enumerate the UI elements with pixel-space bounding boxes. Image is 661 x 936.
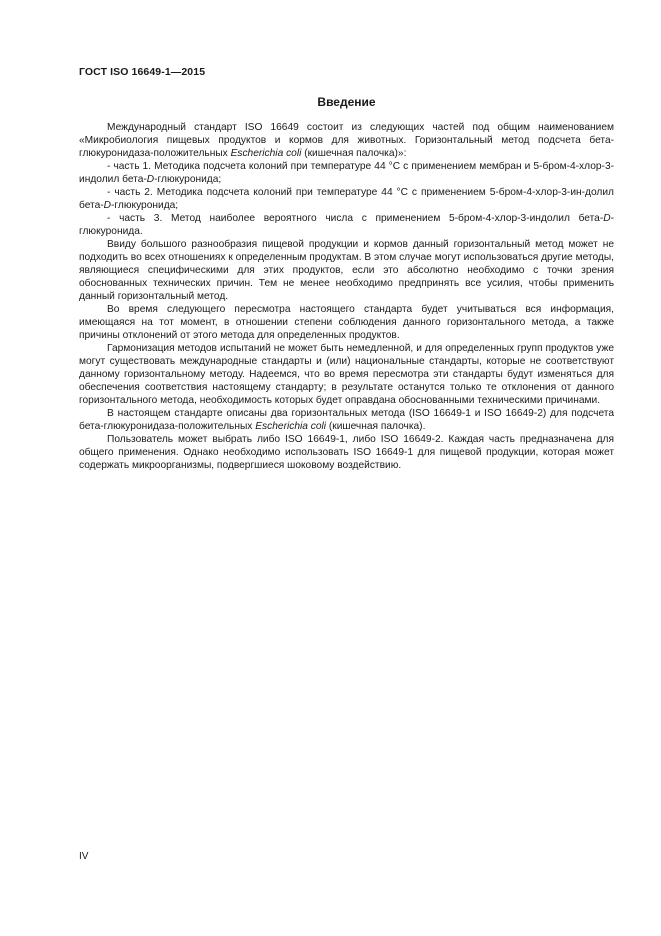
paragraph-next-revision: Во время следующего пересмотра настоящего стандарта будет учитываться вся информация, имеющаяся на тот момент, в отношении степени соблюдения данного горизонтального метода, а также причины отклонений от этого метода для определенных продуктов. bbox=[79, 304, 614, 341]
list-item-text: - часть 1. Методика подсчета колоний при температуре 44 °С с применением мембран и 5-бром-4-хлор-3-индолил бета- bbox=[79, 161, 614, 185]
paragraph-text: В настоящем стандарте описаны два горизонтальных метода (ISO 16649-1 и ISO 16649-2) для подсчета бета-глюкуронидаза-положительных bbox=[79, 408, 614, 432]
list-item-text: - часть 3. Метод наиболее вероятного числа с применением 5-бром-4-хлор-3-индолил бета- bbox=[107, 213, 604, 224]
list-item-part-3 bbox=[79, 212, 614, 238]
paragraph-user-choice: Пользователь может выбрать либо ISO 16649-1, либо ISO 16649-2. Каждая часть предназначена для общего применения. Однако необходимо использовать ISO 16649-1 для пищевой продукции, которая может содержать микроорганизмы, подвергшиеся шоковому воздействию. bbox=[79, 434, 614, 471]
species-name: Escherichia coli bbox=[255, 421, 327, 432]
list-item-text: -глюкуронида; bbox=[111, 200, 179, 211]
document-header-code: ГОСТ ISO 16649-1—2015 bbox=[79, 66, 206, 78]
paragraph-harmonization: Гармонизация методов испытаний не может быть немедленной, и для определенных групп продуктов уже могут существовать международные стандарты и (или) национальные стандарты, которые не соответствуют данному горизонтальному методу. Надеемся, что во время пересмотра эти стандарты будут изменяться для обеспечения соответствия настоящему стандарту; в результате останутся только те отклонения от данного горизонтального метода, необходимость которых будет оправдана обоснованными техническими причинами. bbox=[79, 343, 614, 406]
list-item-part-1 bbox=[79, 160, 614, 186]
paragraph-text: (кишечная палочка). bbox=[326, 421, 426, 432]
paragraph-text: Международный стандарт ISO 16649 состоит из следующих частей под общим наименованием «Микробиология пищевых продуктов и кормов для животных. Горизонтальный метод подсчета бета-глюкуронидаза-положительных bbox=[79, 122, 614, 159]
paragraph-product-diversity: Ввиду большого разнообразия пищевой продукции и кормов данный горизонтальный метод может не подходить во всех отношениях к определенным продуктам. В этом случае могут использоваться другие методы, являющиеся специфическими для этих продуктов, если это абсолютно необходимо с точки зрения обоснованных технических причин. Тем не менее необходимо предпринять все усилия, чтобы применить данный горизонтальный метод. bbox=[79, 239, 614, 302]
isomer-label: D bbox=[603, 213, 611, 224]
list-item-text: -глюкуронида. bbox=[79, 213, 614, 237]
isomer-label: D bbox=[146, 174, 155, 185]
paragraph-text: (кишечная палочка)»: bbox=[301, 148, 407, 159]
paragraph-two-methods bbox=[79, 407, 614, 433]
introduction-body bbox=[79, 121, 614, 472]
list-item-text: - часть 2. Методика подсчета колоний при температуре 44 °С с применением 5-бром-4-хлор-3-ин-долил бета- bbox=[79, 187, 614, 211]
section-title: Введение bbox=[317, 95, 376, 109]
page-number: IV bbox=[79, 851, 89, 862]
isomer-label: D bbox=[103, 200, 112, 211]
list-item-text: -глюкуронида; bbox=[154, 174, 222, 185]
paragraph-standard-parts bbox=[79, 121, 614, 160]
list-item-part-2 bbox=[79, 186, 614, 212]
species-name: Escherichia coli bbox=[230, 148, 302, 159]
